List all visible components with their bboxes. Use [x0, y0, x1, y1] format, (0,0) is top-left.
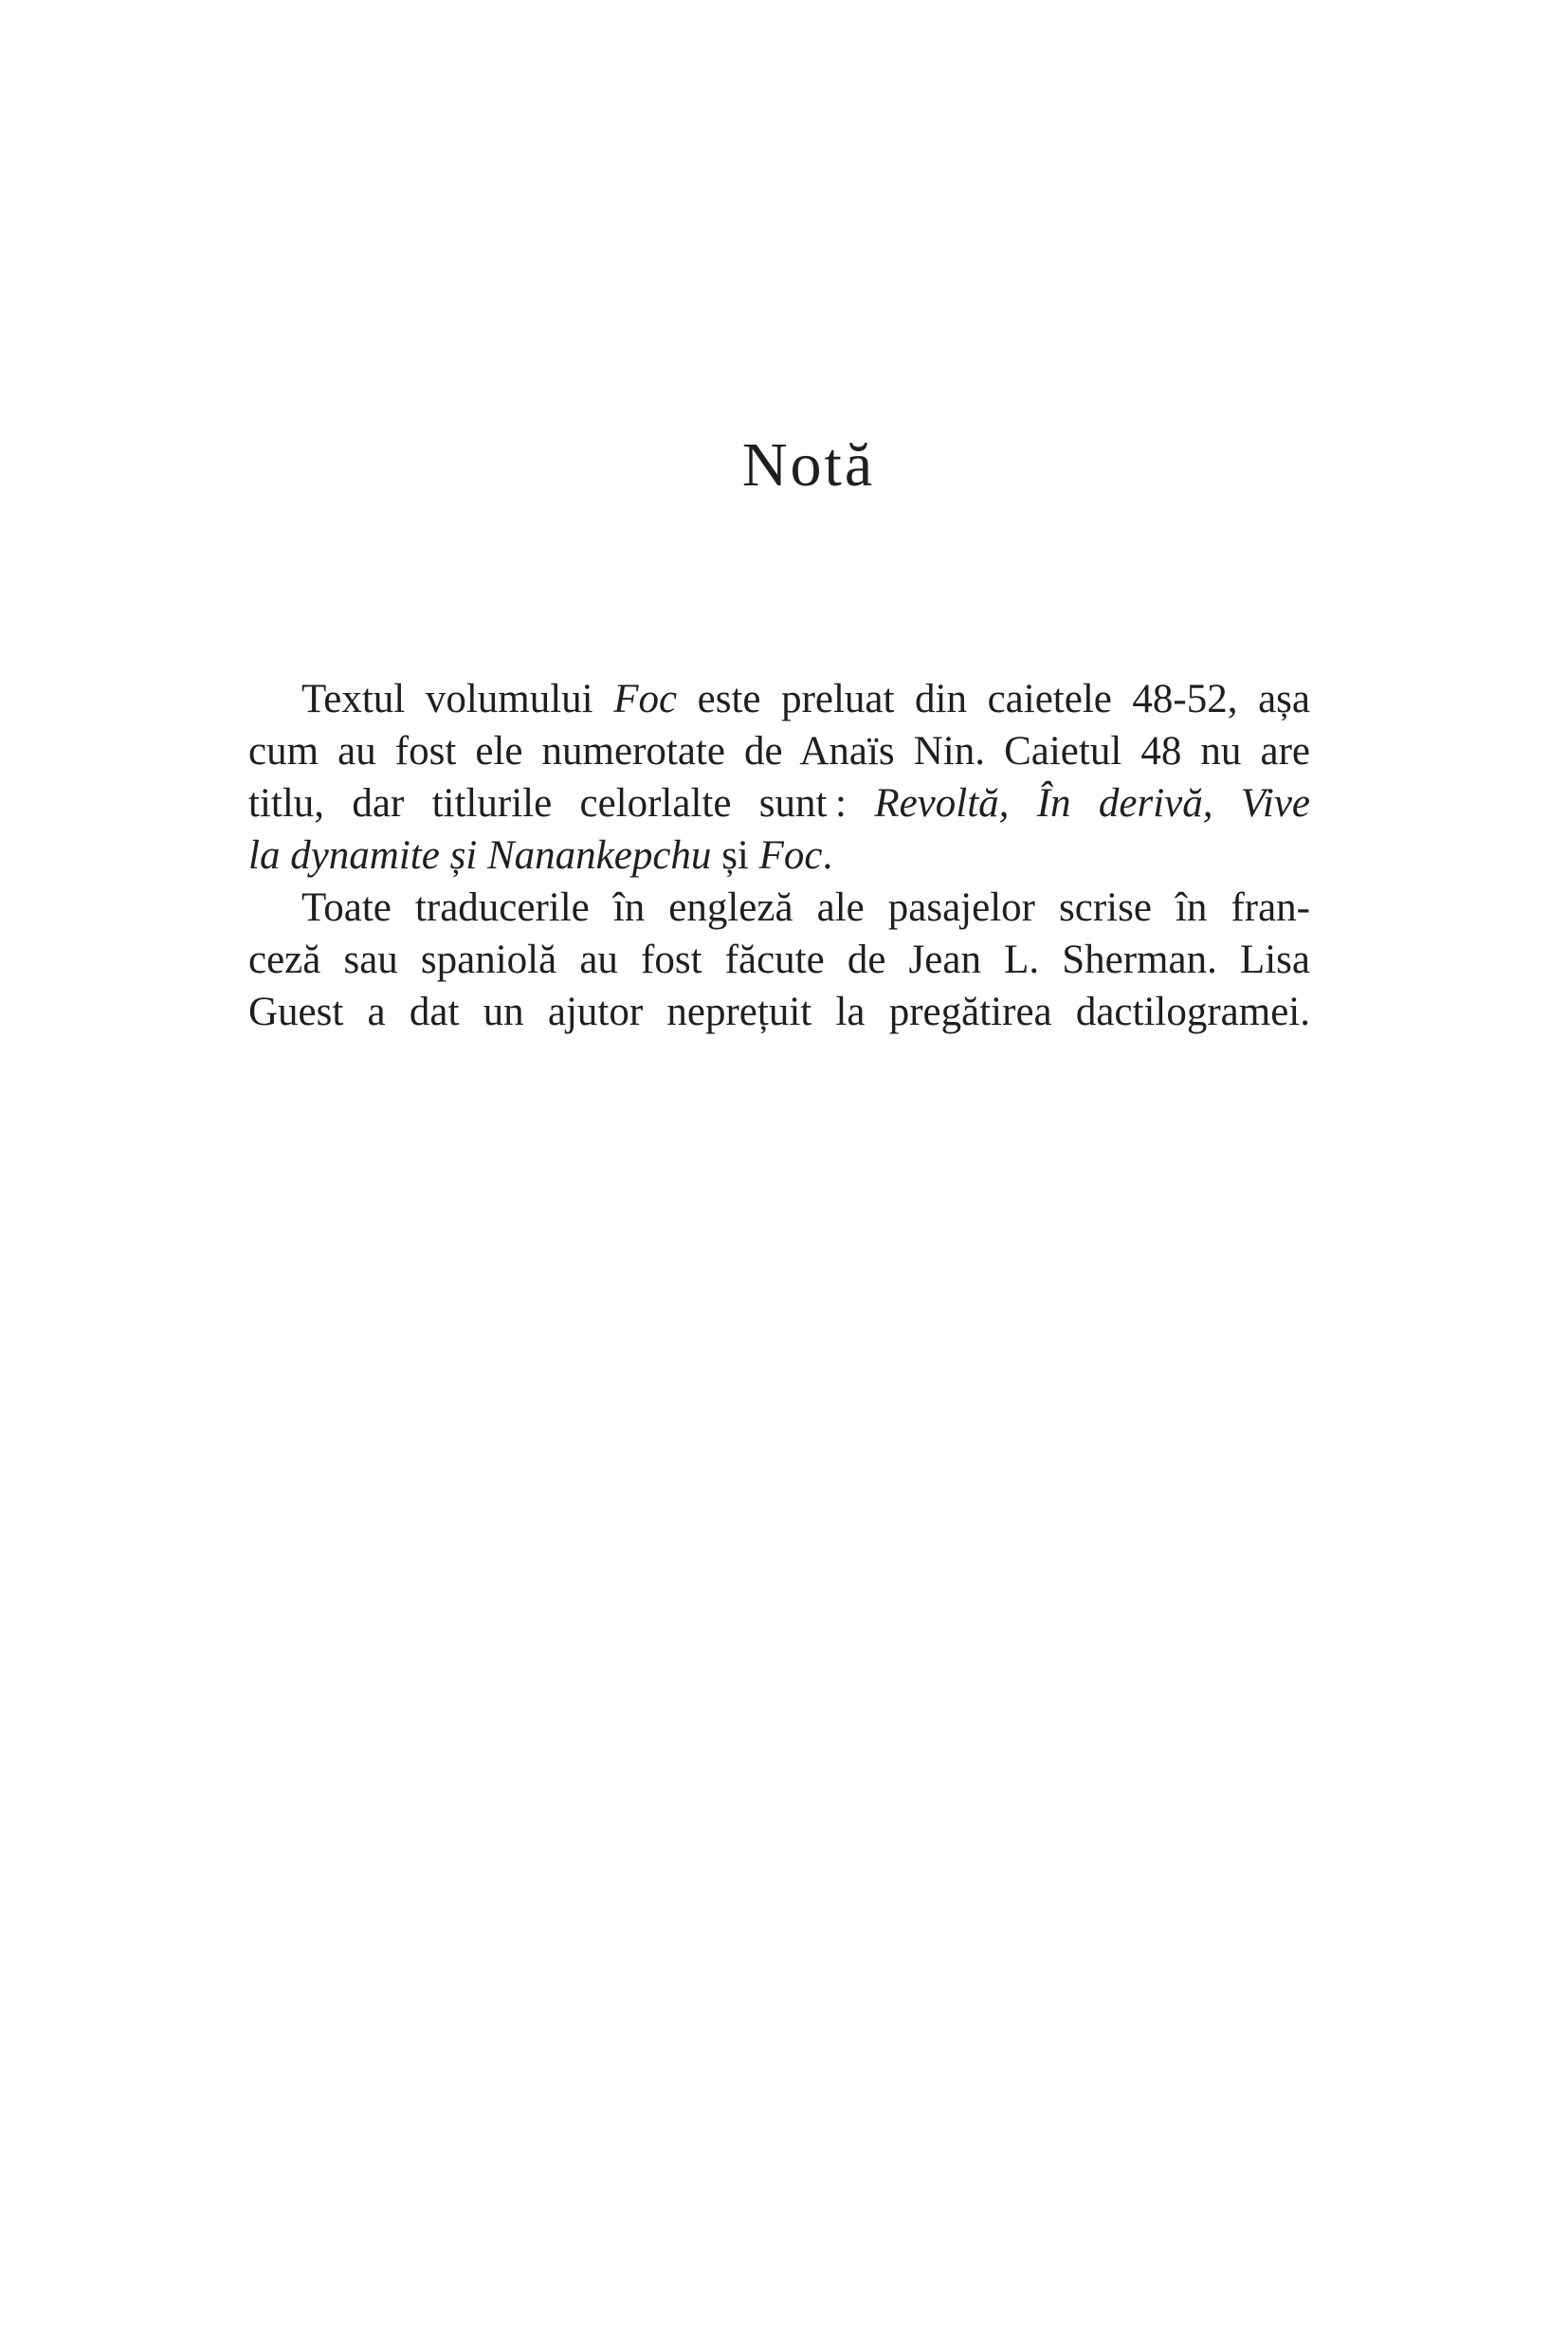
text-segment: și	[711, 833, 759, 878]
text-line	[248, 673, 1310, 725]
text-line	[248, 986, 1310, 1038]
text-segment: ceză sau spaniolă au fost făcute de Jean L. Sherman. Lisa	[248, 938, 1310, 982]
text-segment: .	[822, 833, 833, 878]
page-title: Notă	[741, 430, 876, 500]
text-line	[248, 777, 1310, 829]
text-line	[248, 829, 1310, 882]
italic-segment: Foc	[758, 833, 823, 878]
text-line	[248, 725, 1310, 777]
text-segment: Textul volumului	[301, 677, 614, 721]
italic-segment: Foc	[613, 677, 678, 721]
text-line	[248, 934, 1310, 986]
italic-segment: la dynamite și Nanankepchu	[248, 833, 712, 878]
body-text	[248, 673, 1310, 1038]
text-segment: cum au fost ele numerotate de Anaïs Nin. Caietul 48 nu are	[248, 729, 1310, 774]
text-segment: titlu, dar titlurile celorlalte sunt :	[248, 781, 875, 826]
text-line	[248, 882, 1310, 934]
text-segment: Guest a dat un ajutor neprețuit la pregătirea dactilogramei.	[248, 990, 1310, 1034]
italic-segment: Revoltă, În derivă, Vive	[874, 781, 1310, 826]
text-segment: Toate traducerile în engleză ale pasajelor scrise în fran-	[301, 885, 1310, 930]
text-segment: este preluat din caietele 48-52, așa	[677, 677, 1310, 721]
